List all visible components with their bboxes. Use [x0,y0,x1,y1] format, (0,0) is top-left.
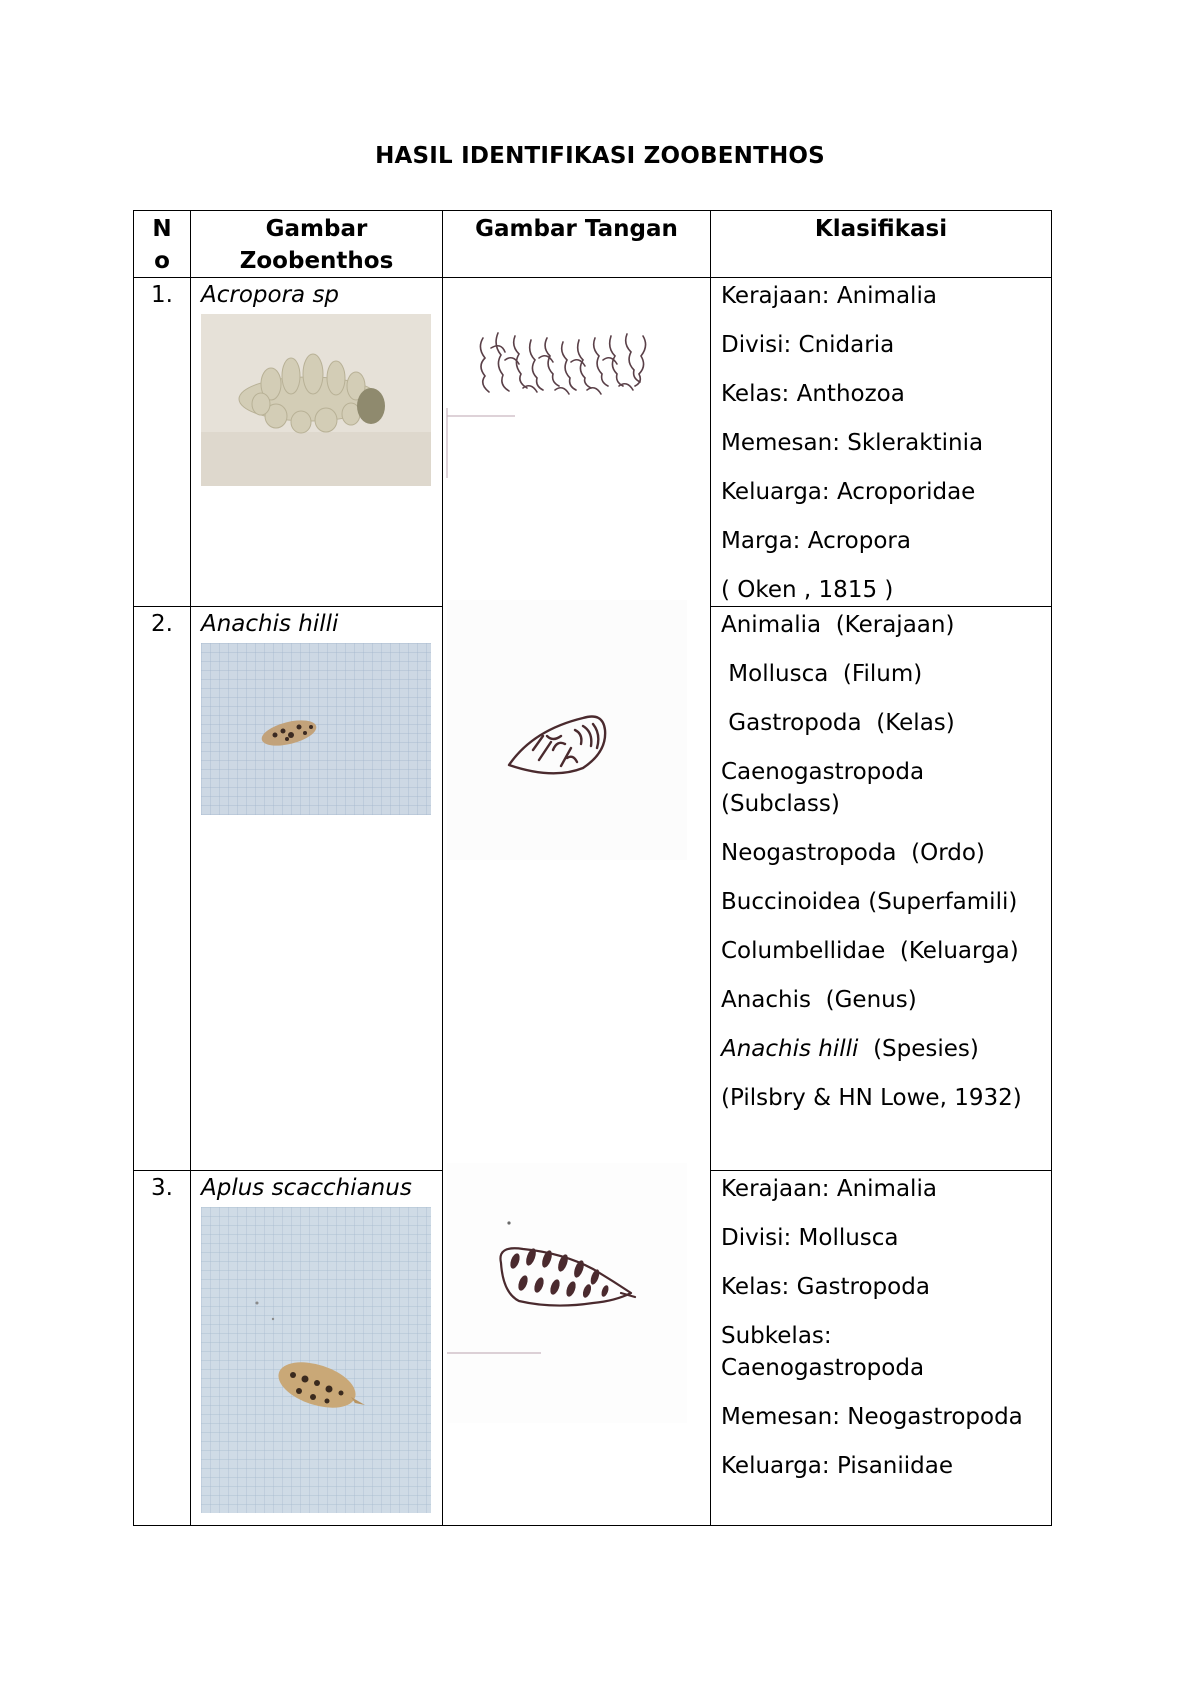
table-row [134,278,1052,607]
row-number: 1. [134,278,191,607]
header-gambar-line2: Zoobenthos [239,248,394,274]
klasifikasi-item: Divisi: Mollusca [721,1225,899,1251]
header-tangan-label: Gambar Tangan [475,216,678,242]
header-no [134,211,191,278]
klasifikasi-item: Marga: Acropora [721,528,911,554]
klasifikasi-item: Mollusca (Filum) [721,661,923,687]
row-number: 3. [134,1171,191,1526]
klasifikasi-item: Animalia (Kerajaan) [721,612,955,638]
klasifikasi-item: Memesan: Skleraktinia [721,430,984,456]
klasifikasi-item: (Pilsbry & HN Lowe, 1932) [721,1085,1022,1111]
table-header-row [134,211,1052,278]
shell-sketch-aplus [443,1163,709,1427]
coral-sketch [443,278,709,482]
header-klasifikasi-label: Klasifikasi [814,216,948,242]
specimen-cell [191,1171,443,1526]
identification-table [133,210,1052,1526]
klasifikasi-cell [711,1171,1052,1526]
klasifikasi-item: Gastropoda (Kelas) [721,710,955,736]
klasifikasi-item: Kerajaan: Animalia [721,283,937,309]
header-no-line1: N [152,216,172,242]
header-gambar-zoobenthos [191,211,443,278]
row-number: 2. [134,607,191,1171]
species-rank: (Spesies) [858,1036,979,1062]
specimen-photo [201,643,431,815]
klasifikasi-item: ( Oken , 1815 ) [721,577,894,603]
specimen-photo [201,1207,431,1513]
hand-drawing-cell [443,278,711,1526]
header-klasifikasi [711,211,1052,278]
klasifikasi-item: Memesan: Neogastropoda [721,1404,1023,1430]
klasifikasi-item [721,1033,1041,1065]
specimen-photo [201,314,431,486]
klasifikasi-cell [711,278,1052,607]
klasifikasi-item: Kelas: Gastropoda [721,1274,930,1300]
klasifikasi-item: Caenogastropoda (Subclass) [721,759,925,817]
klasifikasi-item: Divisi: Cnidaria [721,332,895,358]
klasifikasi-item: Buccinoidea (Superfamili) [721,889,1018,915]
klasifikasi-item: Keluarga: Acroporidae [721,479,976,505]
klasifikasi-item: Kelas: Anthozoa [721,381,905,407]
species-name: Anachis hilli [201,611,339,637]
klasifikasi-item: Anachis (Genus) [721,987,917,1013]
header-no-line2: o [154,248,170,274]
species-name: Acropora sp [201,282,340,308]
klasifikasi-item: Keluarga: Pisaniidae [721,1453,953,1479]
klasifikasi-item: Neogastropoda (Ordo) [721,840,985,866]
species-name: Aplus scacchianus [201,1175,412,1201]
header-gambar-tangan [443,211,711,278]
klasifikasi-cell [711,607,1052,1171]
specimen-cell [191,278,443,607]
klasifikasi-item: Kerajaan: Animalia [721,1176,937,1202]
shell-sketch-anachis [443,600,709,864]
klasifikasi-item: Columbellidae (Keluarga) [721,938,1019,964]
species-italic: Anachis hilli [721,1036,859,1062]
specimen-cell [191,607,443,1171]
klasifikasi-item: Subkelas: Caenogastropoda [721,1323,925,1381]
header-gambar-line1: Gambar [265,216,368,242]
page-title: HASIL IDENTIFIKASI ZOOBENTHOS [375,143,825,169]
